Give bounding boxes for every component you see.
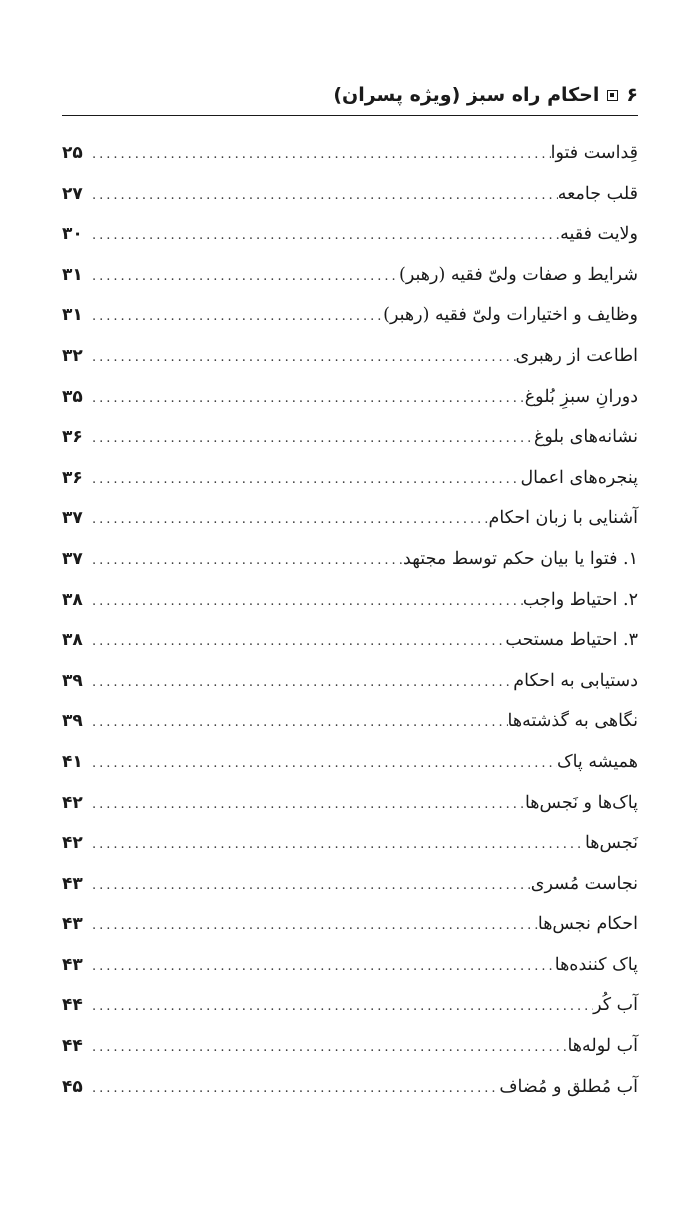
- header-rule: [62, 115, 638, 116]
- toc-entry: [62, 580, 638, 621]
- toc-entry-title: قِداست فتوا: [550, 143, 638, 163]
- toc-entry-title: وظایف و اختیارات ولیّ فقیه (رهبر): [383, 305, 638, 326]
- toc-leader-dots: [88, 460, 520, 501]
- toc-entry-title: احکام نجس‌ها: [537, 914, 638, 935]
- toc-entry-page: ۳۸: [62, 589, 83, 610]
- toc-entry-title: اطاعت از رهبری: [515, 345, 638, 366]
- toc-entry-title: نَجس‌ها: [584, 833, 638, 854]
- toc-entry: [62, 620, 638, 661]
- toc-entry-page: ۳۷: [62, 508, 83, 529]
- toc-entry-page: ۴۳: [62, 954, 83, 975]
- toc-entry-page: ۲۵: [62, 143, 83, 163]
- toc-entry: [62, 823, 638, 864]
- toc-entry-title: نشانه‌های بلوغ: [533, 427, 638, 448]
- toc-entry-title: دورانِ سبزِ بُلوغ: [524, 386, 638, 407]
- toc-entry-page: ۳۵: [62, 386, 83, 407]
- toc-entry-page: ۳۲: [62, 345, 83, 366]
- toc-entry-page: ۳۶: [62, 467, 83, 488]
- toc-entry: [62, 1026, 638, 1067]
- toc-entry-title: نگاهی به گذشته‌ها: [507, 711, 638, 732]
- toc-leader-dots: [88, 825, 585, 866]
- toc-leader-dots: [88, 500, 488, 541]
- toc-entry: [62, 742, 638, 783]
- toc-entry-title: آشنایی با زبان احکام: [488, 508, 638, 529]
- toc-leader-dots: [88, 744, 557, 785]
- toc-entry-page: ۳۱: [62, 264, 83, 285]
- toc-entry-page: ۴۴: [62, 995, 83, 1016]
- toc-entry-title: پنجره‌های اعمال: [520, 467, 638, 488]
- toc-leader-dots: [88, 297, 383, 338]
- toc-entry: [62, 904, 638, 945]
- toc-leader-dots: [88, 135, 551, 176]
- toc-leader-dots: [88, 1028, 567, 1069]
- toc-entry: [62, 214, 638, 255]
- toc-leader-dots: [88, 257, 399, 298]
- toc-entry-page: ۳۰: [62, 224, 83, 245]
- toc-entry-title: ۲. احتیاط واجب: [522, 589, 638, 610]
- toc-entry-page: ۴۲: [62, 833, 83, 854]
- toc-entry: [62, 498, 638, 539]
- toc-entry: [62, 661, 638, 702]
- toc-entry: [62, 985, 638, 1026]
- toc-entry-title: پاک‌ها و نَجس‌ها: [524, 792, 638, 813]
- toc-entry-title: ولایت فقیه: [560, 224, 638, 245]
- toc-entry-page: ۳۱: [62, 305, 83, 326]
- toc-entry: [62, 864, 638, 905]
- toc-entry-page: ۴۱: [62, 751, 83, 772]
- toc-entry: [62, 295, 638, 336]
- toc-leader-dots: [88, 541, 403, 582]
- page-number: ۶: [626, 84, 638, 106]
- toc-entry-title: شرایط و صفات ولیّ فقیه (رهبر): [399, 264, 638, 285]
- toc-leader-dots: [88, 1069, 499, 1110]
- toc-entry: [62, 458, 638, 499]
- toc-entry: [62, 945, 638, 986]
- toc-entry-title: پاک کننده‌ها: [554, 954, 638, 975]
- toc-entry-page: ۳۷: [62, 548, 83, 569]
- table-of-contents: [62, 133, 638, 1107]
- toc-leader-dots: [88, 338, 516, 379]
- toc-leader-dots: [88, 379, 525, 420]
- toc-leader-dots: [88, 663, 513, 704]
- toc-entry-title: نجاست مُسری: [530, 873, 638, 894]
- running-head: [62, 78, 638, 112]
- toc-leader-dots: [88, 176, 558, 217]
- toc-entry-title: ۱. فتوا یا بیان حکم توسط مجتهد: [403, 548, 638, 569]
- toc-leader-dots: [88, 866, 531, 907]
- toc-entry-page: ۲۷: [62, 183, 83, 204]
- toc-entry-page: ۴۴: [62, 1036, 83, 1057]
- toc-entry-title: آب لوله‌ها: [567, 1036, 638, 1057]
- toc-leader-dots: [88, 703, 508, 744]
- toc-entry-title: دستیابی به احکام: [513, 670, 638, 691]
- toc-leader-dots: [88, 785, 525, 826]
- toc-entry-page: ۳۶: [62, 427, 83, 448]
- toc-entry-title: آب مُطلق و مُضاف: [499, 1076, 638, 1097]
- toc-entry: [62, 701, 638, 742]
- toc-leader-dots: [88, 582, 523, 623]
- toc-entry: [62, 336, 638, 377]
- toc-entry-page: ۳۹: [62, 670, 83, 691]
- toc-entry: [62, 417, 638, 458]
- toc-entry: [62, 133, 638, 174]
- book-title: احکام راه سبز (ویژه پسران): [333, 84, 600, 106]
- toc-leader-dots: [88, 419, 534, 460]
- toc-entry-page: ۴۵: [62, 1076, 83, 1097]
- toc-entry-page: ۴۳: [62, 873, 83, 894]
- toc-entry-title: قلب جامعه: [557, 183, 638, 204]
- toc-entry-title: همیشه پاک: [556, 751, 638, 772]
- toc-entry-title: آب کُر: [593, 995, 638, 1016]
- toc-entry-page: ۴۳: [62, 914, 83, 935]
- book-page: [62, 0, 638, 1228]
- toc-entry: [62, 255, 638, 296]
- toc-entry-page: ۴۲: [62, 792, 83, 813]
- toc-leader-dots: [88, 216, 560, 257]
- toc-leader-dots: [88, 987, 593, 1028]
- toc-entry: [62, 377, 638, 418]
- toc-leader-dots: [88, 622, 505, 663]
- toc-entry-page: ۳۹: [62, 711, 83, 732]
- toc-entry-page: ۳۸: [62, 630, 83, 651]
- toc-entry: [62, 539, 638, 580]
- toc-entry: [62, 1067, 638, 1108]
- square-bullet-icon: [607, 90, 618, 101]
- toc-entry-title: ۳. احتیاط مستحب: [505, 630, 638, 651]
- toc-leader-dots: [88, 947, 555, 988]
- toc-leader-dots: [88, 906, 538, 947]
- toc-entry: [62, 783, 638, 824]
- toc-entry: [62, 174, 638, 215]
